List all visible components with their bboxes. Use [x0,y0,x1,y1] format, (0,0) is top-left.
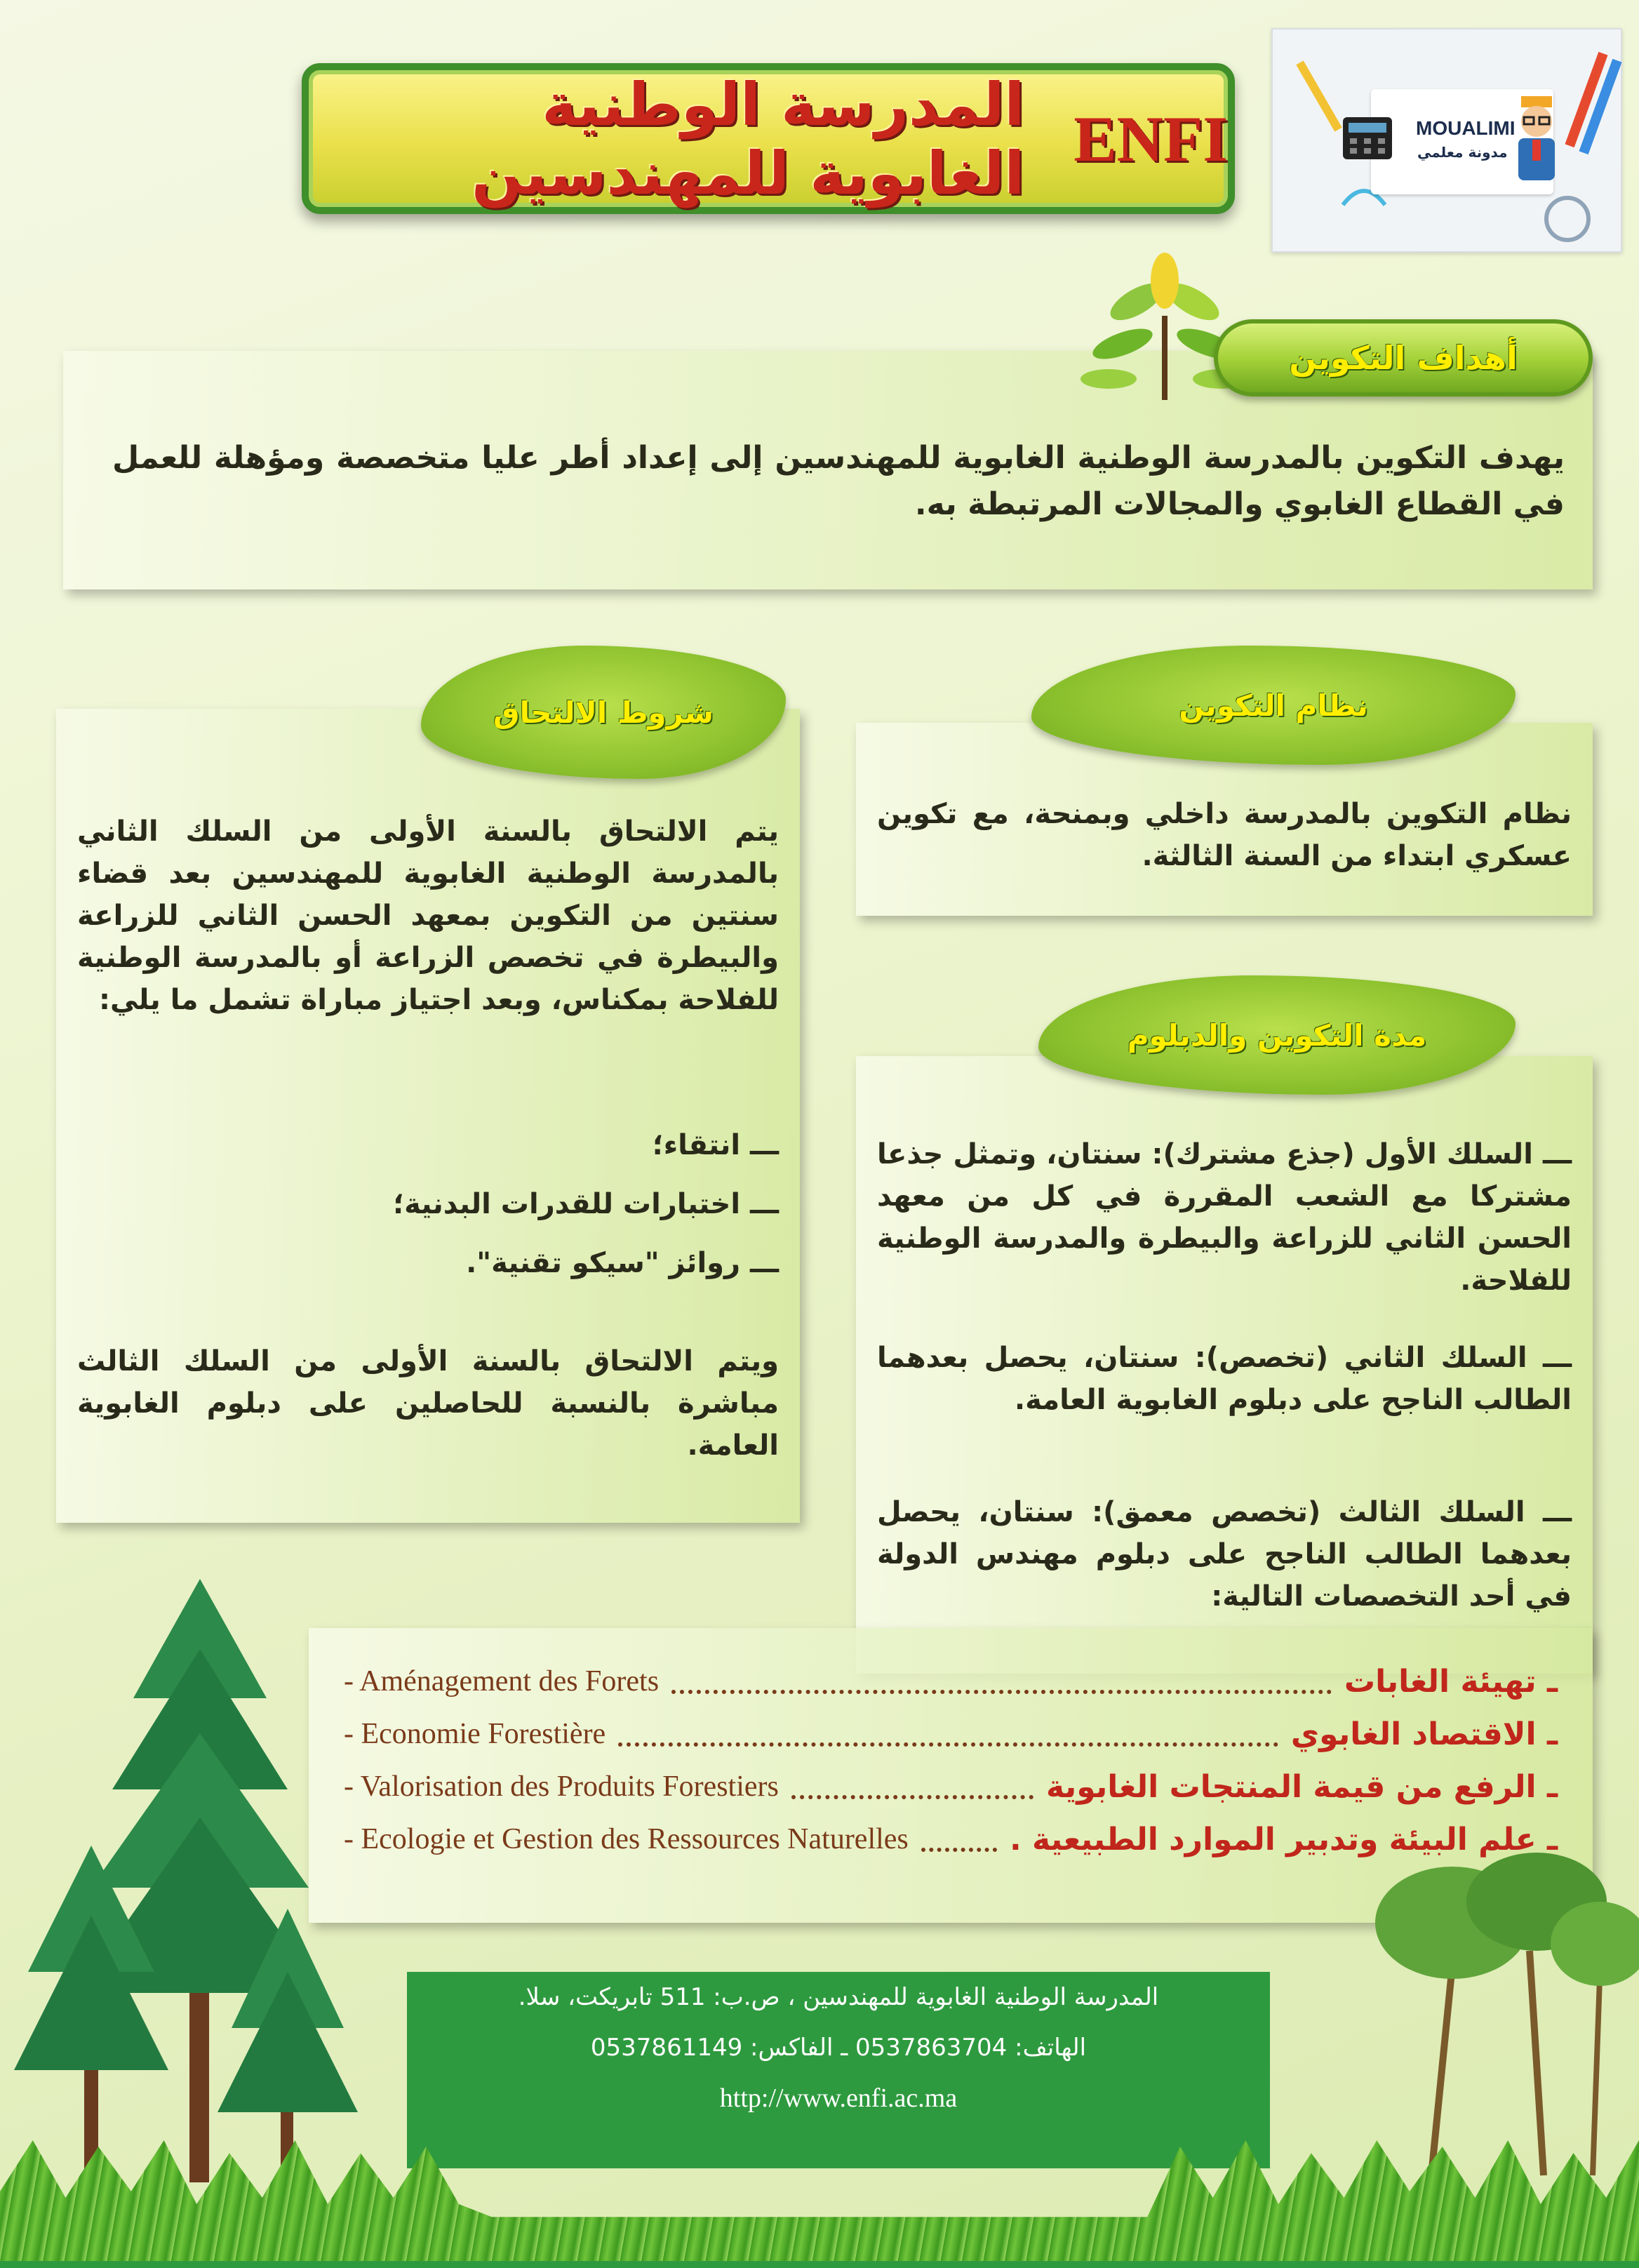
specialty-fr-2: - Economie Forestière [344,1718,606,1750]
admission-item-2: ـــ اختبارات للقدرات البدنية؛ [393,1188,779,1220]
objectives-heading [1214,319,1593,396]
training-system-heading-text: نظام التكوين [1179,688,1368,723]
admission-outro: ويتم الالتحاق بالسنة الأولى من السلك الثالث مباشرة بالنسبة للحاصلين على دبلوم الغابوية العامة. [77,1345,779,1462]
admission-list [77,1116,779,1293]
footer-address: المدرسة الوطنية الغابوية للمهندسين ، ص.ب: 511 تابريكت، سلا. [518,1983,1159,2011]
specialty-fr-4: - Ecologie et Gestion des Ressources Naturelles [344,1823,909,1855]
specialty-fr-1: - Aménagement des Forets [344,1665,660,1697]
specialty-ar-3: ـ الرفع من قيمة المنتجات الغابوية [1045,1768,1558,1805]
specialty-row-1 [344,1660,1558,1703]
training-system-heading [1031,646,1516,765]
title-banner [302,63,1235,214]
specialty-ar-1: ـ تهيئة الغابات [1344,1663,1558,1700]
pine-trees-icon [0,1579,393,2210]
page-title-en: ENFI [1073,102,1228,175]
duration-box [856,1056,1593,1674]
duration-heading-text: مدة التكوين والدبلوم [1127,1018,1427,1053]
objectives-heading-text: أهداف التكوين [1289,339,1518,377]
moualimi-logo [1271,28,1622,253]
deciduous-trees-icon [1368,1839,1639,2189]
logo-name: MOUALIMI [1416,117,1516,139]
duration-paragraph-2: ـــ السلك الثاني (تخصص): سنتان، يحصل بعدهما الطالب الناجح على دبلوم الغابوية العامة. [877,1342,1572,1416]
duration-paragraph-3: ـــ السلك الثالث (تخصص معمق): سنتان، يحصل بعدهما الطالب الناجح على دبلوم مهندس الدولة في أحد التخصصات التالية: [877,1496,1572,1613]
page-title-ar: المدرسة الوطنية الغابوية للمهندسين [471,69,1025,208]
specialty-ar-2: ـ الاقتصاد الغابوي [1290,1716,1558,1752]
logo-card [1371,89,1553,194]
logo-subtitle: مدونة معلمي [1417,144,1508,161]
specialty-fr-3: - Valorisation des Produits Forestiers [344,1770,779,1803]
admission-box [56,709,800,1523]
bottom-border [0,2261,1639,2268]
specialty-row-3 [344,1765,1558,1808]
contact-footer [407,1972,1270,2168]
specialty-dots-4 [921,1827,997,1852]
calculator-icon [1343,117,1392,159]
admission-heading-text: شروط الالتحاق [493,695,714,730]
admission-item-1: ـــ انتقاء؛ [652,1129,779,1161]
admission-heading [421,646,786,779]
training-system-text: نظام التكوين بالمدرسة داخلي وبمنحة، مع تكوين عسكري ابتداء من السنة الثالثة. [877,798,1572,872]
specialty-ar-4: ـ علم البيئة وتدبير الموارد الطبيعية . [1009,1821,1558,1857]
duration-heading [1038,975,1516,1095]
footer-phones: الهاتف: 0537863704 ـ الفاكس: 0537861149 [590,2034,1087,2062]
specialty-row-2 [344,1712,1558,1756]
admission-intro: يتم الالتحاق بالسنة الأولى من السلك الثاني بالمدرسة الوطنية الغابوية للمهندسين بعد قضاء سنتين من التكوين بمعهد الحسن الثاني للزراعة والبيطرة في تخصص الزراعة أو بالمدرسة الوطنية للفلاحة بمكناس، وبعد اجتياز مباراة تشمل ما يلي: [77,815,779,1016]
objectives-text: يهدف التكوين بالمدرسة الوطنية الغابوية للمهندسين إلى إعداد أطر عليا متخصصة ومؤهلة للعمل في القطاع الغابوي والمجالات المرتبطة به. [112,440,1565,522]
footer-website-link[interactable]: http://www.enfi.ac.ma [719,2083,958,2113]
admission-item-3: ـــ روائز "سيكو تقنية". [466,1247,779,1279]
specialty-dots-2 [618,1721,1278,1747]
duration-paragraph-1: ـــ السلك الأول (جذع مشترك): سنتان، وتمثل جذعا مشتركا مع الشعب المقررة في كل من معهد الحسن الثاني للزراعة والبيطرة والمدرسة الوطنية للفلاحة. [877,1138,1572,1297]
specialty-dots-3 [791,1774,1033,1799]
teacher-icon [1508,96,1565,187]
specialty-dots-1 [671,1669,1332,1694]
